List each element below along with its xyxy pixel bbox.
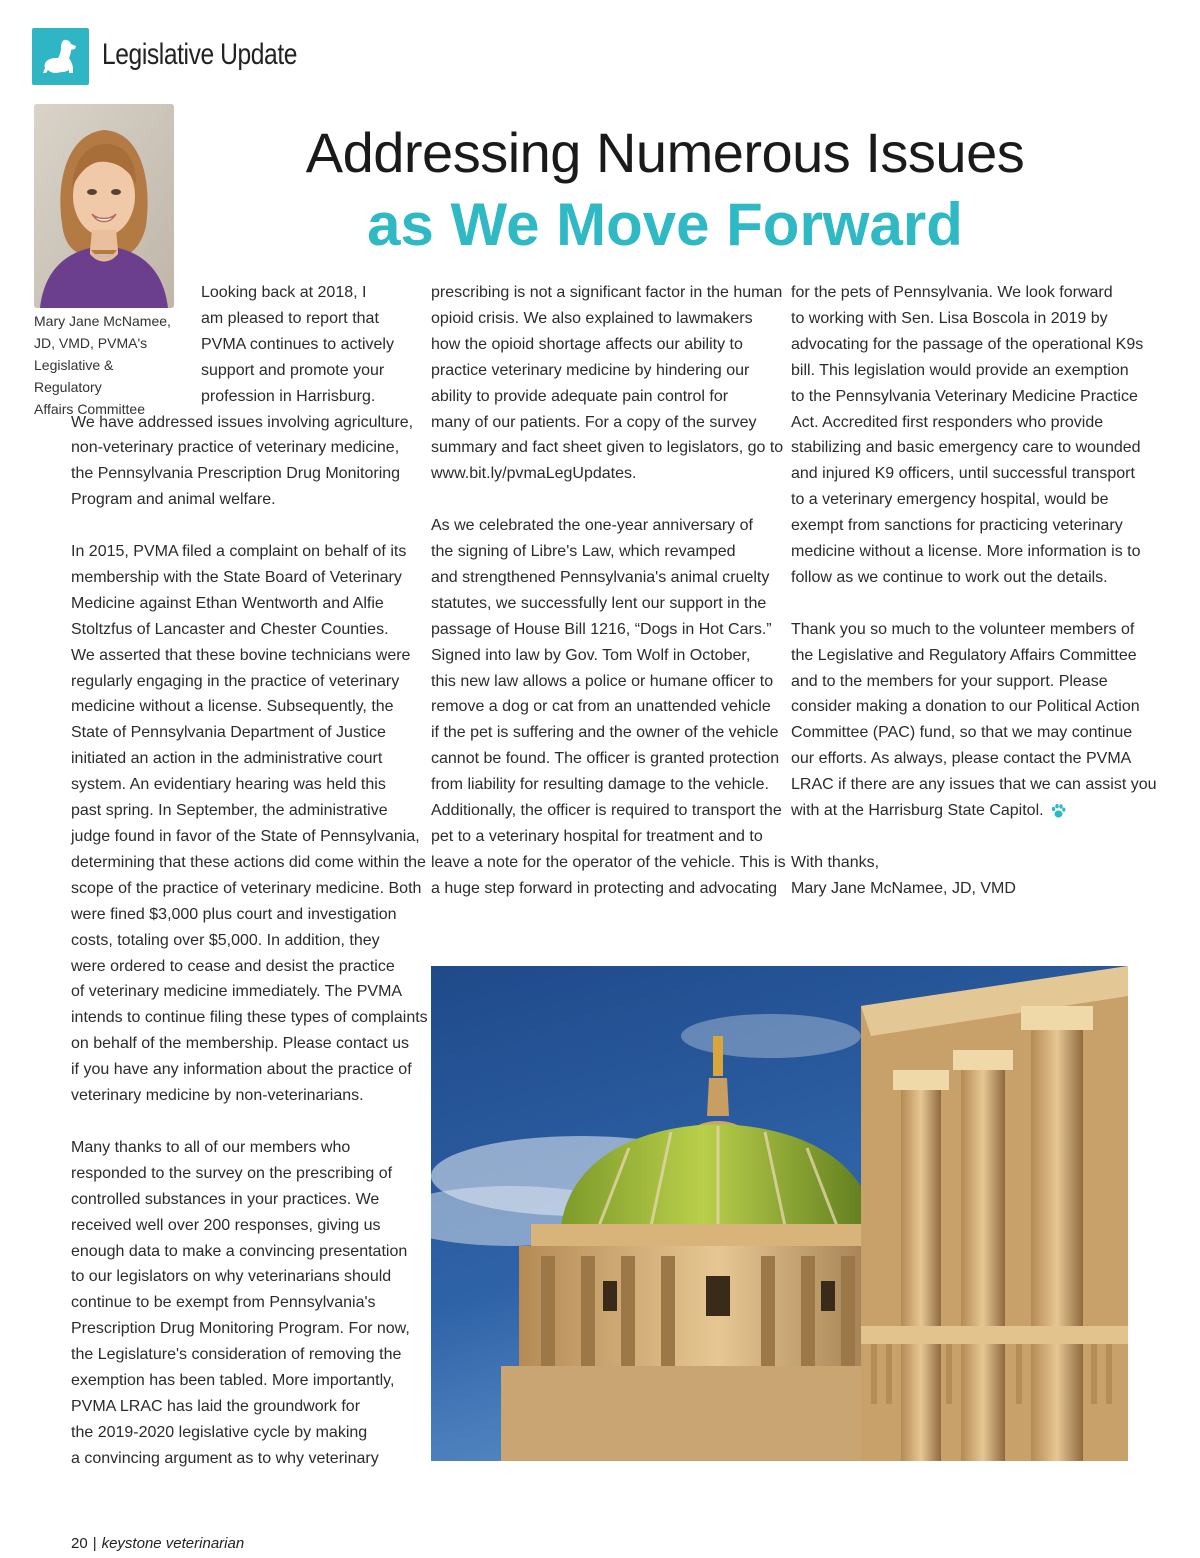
text-line: the Legislature's consideration of removing the: [71, 1346, 402, 1364]
text-line: Additionally, the officer is required to transport the: [431, 802, 782, 820]
text-line: regularly engaging in the practice of veterinary: [71, 672, 400, 690]
text-line: We have addressed issues involving agriculture,: [71, 413, 414, 431]
text-line: and injured K9 officers, until successful transport: [791, 465, 1135, 483]
text-line: Program and animal welfare.: [71, 491, 276, 509]
article-column-3: [791, 280, 1157, 928]
paragraph: [791, 280, 1144, 591]
article-column-1: [71, 280, 428, 1498]
text-line: for the pets of Pennsylvania. We look forward: [791, 284, 1113, 301]
survey-link[interactable]: www.bit.ly/pvmaLegUpdates.: [431, 465, 637, 483]
text-line: continue to be exempt from Pennsylvania's: [71, 1294, 376, 1312]
text-line: prescribing is not a significant factor in the human: [431, 284, 783, 301]
text-line: veterinary medicine by non-veterinarians.: [71, 1087, 364, 1105]
text-line: if the pet is suffering and the owner of the vehicle: [431, 724, 779, 742]
text-line: Stoltzfus of Lancaster and Chester Counties.: [71, 620, 389, 638]
publication-name: keystone veterinarian: [101, 1535, 245, 1552]
text-line: of veterinary medicine immediately. The PVMA: [71, 983, 403, 1001]
paragraph: [71, 1135, 416, 1472]
text-line: scope of the practice of veterinary medicine. Both: [71, 879, 422, 897]
text-line: Mary Jane McNamee, JD, VMD: [791, 879, 1016, 897]
text-line: am pleased to report that: [201, 309, 379, 327]
dog-silhouette-icon: [40, 36, 81, 77]
caption-line: Affairs Committee: [34, 401, 145, 417]
text-line: follow as we continue to work out the details.: [791, 568, 1108, 586]
text-line: a convincing argument as to why veterinary: [71, 1449, 379, 1467]
text-line-with-end-mark: [791, 798, 1136, 824]
text-line: with at the Harrisburg State Capitol.: [791, 802, 1044, 820]
text-line: membership with the State Board of Veterinary: [71, 568, 402, 586]
text-line: medicine without a license. Subsequently, the: [71, 698, 394, 716]
text-line: were ordered to cease and desist the practice: [71, 957, 395, 975]
text-line: on behalf of the membership. Please contact us: [71, 1035, 409, 1053]
text-line: support and promote your: [201, 361, 385, 379]
text-line: advocating for the passage of the operational K9s: [791, 335, 1144, 353]
paw-print-icon: [1050, 803, 1066, 819]
text-line: exemption has been tabled. More importantly,: [71, 1372, 395, 1390]
text-line: Medicine against Ethan Wentworth and Alfie: [71, 594, 384, 612]
text-line: passage of House Bill 1216, “Dogs in Hot Cars.”: [431, 620, 772, 638]
text-line: summary and fact sheet given to legislators, go to: [431, 439, 784, 457]
text-line: Many thanks to all of our members who: [71, 1138, 351, 1156]
text-line: controlled substances in your practices. We: [71, 1190, 380, 1208]
text-line: PVMA continues to actively: [201, 335, 394, 353]
text-line: initiated an action in the administrative court: [71, 750, 383, 768]
text-line: With thanks,: [791, 853, 880, 871]
text-line: In 2015, PVMA filed a complaint on behalf of its: [71, 543, 407, 561]
text-line: leave a note for the operator of the vehicle. This is: [431, 853, 786, 871]
text-line: exempt from sanctions for practicing veterinary: [791, 517, 1123, 535]
text-line: bill. This legislation would provide an exemption: [791, 361, 1129, 379]
text-line: remove a dog or cat from an unattended vehicle: [431, 698, 771, 716]
text-line: a huge step forward in protecting and advocating: [431, 879, 778, 897]
text-line: the signing of Libre's Law, which revamped: [431, 543, 736, 561]
text-line: Thank you so much to the volunteer members of: [791, 620, 1135, 638]
text-line: profession in Harrisburg.: [201, 387, 376, 405]
capitol-dome-photo: [431, 966, 1128, 1461]
text-line: system. An evidentiary hearing was held this: [71, 776, 386, 794]
text-line: opioid crisis. We also explained to lawmakers: [431, 309, 753, 327]
author-photo: [34, 104, 174, 308]
footer-separator: |: [92, 1535, 97, 1552]
caption-line: JD, VMD, PVMA's: [34, 335, 148, 351]
text-line: ability to provide adequate pain control for: [431, 387, 729, 405]
text-line: enough data to make a convincing presentation: [71, 1242, 408, 1260]
text-line: PVMA LRAC has laid the groundwork for: [71, 1397, 361, 1415]
text-line: the 2019-2020 legislative cycle by making: [71, 1423, 368, 1441]
paragraph: [71, 280, 416, 513]
paragraph: [791, 617, 1157, 824]
text-line: past spring. In September, the administrative: [71, 802, 388, 820]
text-line: Prescription Drug Monitoring Program. For now,: [71, 1320, 410, 1338]
signoff: [791, 850, 1136, 902]
text-line: to our legislators on why veterinarians should: [71, 1268, 392, 1286]
paragraph: [431, 280, 784, 487]
text-line: State of Pennsylvania Department of Justice: [71, 724, 386, 742]
text-line: to working with Sen. Lisa Boscola in 2019 by: [791, 309, 1108, 327]
text-line: LRAC if there are any issues that we can assist you: [791, 776, 1157, 794]
text-line: the Legislative and Regulatory Affairs Committee: [791, 646, 1137, 664]
text-line: statutes, we successfully lent our support in the: [431, 594, 767, 612]
text-line: consider making a donation to our Political Action: [791, 698, 1140, 716]
text-line: stabilizing and basic emergency care to wounded: [791, 439, 1141, 457]
text-line: pet to a veterinary hospital for treatment and to: [431, 828, 763, 846]
text-line: this new law allows a police or humane officer to: [431, 672, 774, 690]
text-line: As we celebrated the one-year anniversary of: [431, 517, 753, 535]
headline-line-1: Addressing Numerous Issues: [305, 121, 1025, 184]
section-badge: [32, 28, 89, 85]
text-line: to the Pennsylvania Veterinary Medicine Practice: [791, 387, 1138, 405]
text-line: intends to continue filing these types of complaints: [71, 1009, 428, 1027]
text-line: responded to the survey on the prescribing of: [71, 1164, 393, 1182]
text-line: determining that these actions did come within the: [71, 853, 426, 871]
text-line: how the opioid shortage affects our ability to: [431, 335, 743, 353]
text-line: if you have any information about the practice of: [71, 1061, 412, 1079]
text-line: were fined $3,000 plus court and investigation: [71, 905, 397, 923]
text-line: our efforts. As always, please contact the PVMA: [791, 750, 1132, 768]
text-line: to a veterinary emergency hospital, would be: [791, 491, 1109, 509]
text-line: and to the members for your support. Please: [791, 672, 1108, 690]
section-title: Legislative Update: [102, 38, 298, 71]
text-line: many of our patients. For a copy of the survey: [431, 413, 757, 431]
page-number: 20: [71, 1535, 88, 1552]
text-line: from liability for resulting damage to the vehicle.: [431, 776, 769, 794]
text-line: received well over 200 responses, giving us: [71, 1216, 381, 1234]
caption-line: Legislative & Regulatory: [34, 357, 114, 395]
text-line: Signed into law by Gov. Tom Wolf in October,: [431, 646, 751, 664]
text-line: and strengthened Pennsylvania's animal cruelty: [431, 568, 770, 586]
article-column-2: [431, 280, 786, 928]
headline-line-2: as We Move Forward: [367, 191, 963, 258]
text-line: judge found in favor of the State of Pennsylvania,: [71, 828, 420, 846]
paragraph: [71, 539, 428, 1109]
caption-line: Mary Jane McNamee,: [34, 313, 171, 329]
text-line: We asserted that these bovine technicians were: [71, 646, 411, 664]
text-line: Act. Accredited first responders who provide: [791, 413, 1104, 431]
text-line: costs, totaling over $5,000. In addition, they: [71, 931, 380, 949]
text-line: the Pennsylvania Prescription Drug Monitoring: [71, 465, 401, 483]
text-line: non-veterinary practice of veterinary medicine,: [71, 439, 400, 457]
text-line: medicine without a license. More information is to: [791, 543, 1141, 561]
text-line: Looking back at 2018, I: [201, 284, 367, 301]
page-footer: [71, 1535, 244, 1552]
text-line: cannot be found. The officer is granted protection: [431, 750, 780, 768]
text-line: practice veterinary medicine by hindering our: [431, 361, 750, 379]
text-line: Committee (PAC) fund, so that we may continue: [791, 724, 1133, 742]
paragraph: [431, 513, 786, 902]
